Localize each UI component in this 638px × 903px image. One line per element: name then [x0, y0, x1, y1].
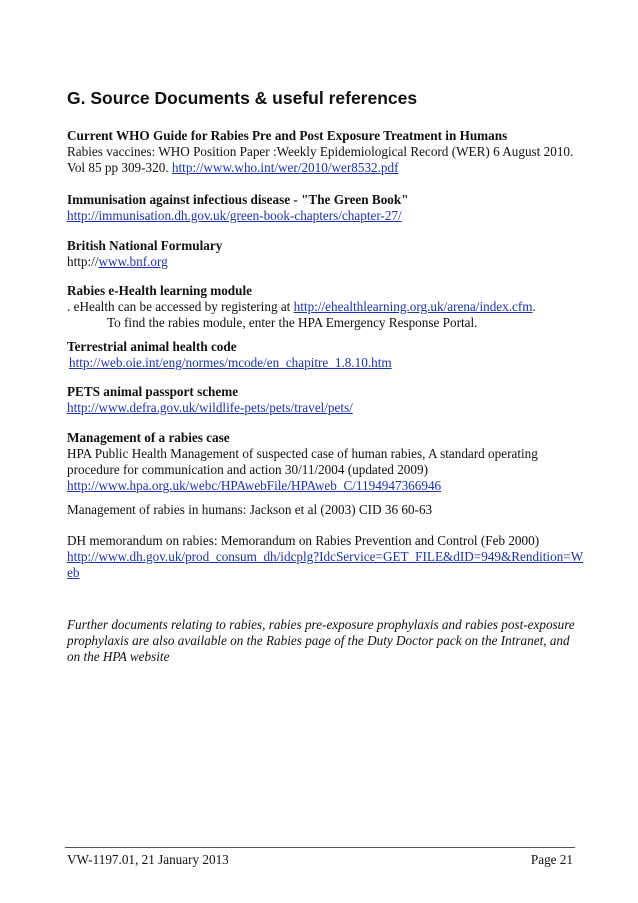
ref-who-link[interactable]: http://www.who.int/wer/2010/wer8532.pdf	[171, 160, 399, 175]
ref-bnf	[67, 238, 577, 270]
note-line3: on the HPA website	[67, 649, 170, 664]
ref-dh-link-line2[interactable]: eb	[67, 565, 80, 580]
note-line1: Further documents relating to rabies, rabies pre-exposure prophylaxis and rabies post-exposure	[67, 617, 575, 632]
ref-pets-title: PETS animal passport scheme	[67, 384, 239, 399]
ref-who	[67, 128, 577, 176]
ref-terrestrial	[67, 339, 577, 371]
ref-management-link[interactable]: http://www.hpa.org.uk/webc/HPAwebFile/HPAweb_C/1194947366946	[67, 478, 442, 493]
ref-terrestrial-link[interactable]: http://web.oie.int/eng/normes/mcode/en_chapitre_1.8.10.htm	[69, 355, 392, 370]
ref-who-title: Current WHO Guide for Rabies Pre and Post Exposure Treatment in Humans	[67, 128, 508, 143]
ref-ehealth-end: .	[532, 299, 536, 314]
further-documents-note	[67, 617, 577, 665]
ref-management	[67, 430, 577, 494]
ref-who-line2	[67, 160, 577, 176]
ref-ehealth-text: . eHealth can be accessed by registering at	[67, 299, 294, 314]
ref-management-line2: procedure for communication and action 30/11/2004 (updated 2009)	[67, 462, 428, 477]
ref-greenbook	[67, 192, 577, 224]
ref-dh-link-line1[interactable]: http://www.dh.gov.uk/prod_consum_dh/idcplg?IdcService=GET_FILE&dID=949&Rendition=W	[67, 549, 584, 564]
ref-jackson-text: Management of rabies in humans: Jackson et al (2003) CID 36 60-63	[67, 502, 433, 517]
ref-bnf-link[interactable]: www.bnf.org	[98, 254, 168, 269]
ref-ehealth	[67, 283, 577, 331]
ref-management-title: Management of a rabies case	[67, 430, 230, 445]
section-heading: G. Source Documents & useful references	[67, 88, 418, 108]
footer-document-id: VW-1197.01, 21 January 2013	[67, 852, 229, 867]
ref-pets-link[interactable]: http://www.defra.gov.uk/wildlife-pets/pets/travel/pets/	[67, 400, 353, 415]
ref-pets	[67, 384, 577, 416]
ref-bnf-title: British National Formulary	[67, 238, 223, 253]
ref-terrestrial-title: Terrestrial animal health code	[67, 339, 237, 354]
footer-divider	[65, 847, 575, 848]
ref-jackson	[67, 502, 577, 518]
ref-management-line1: HPA Public Health Management of suspected case of human rabies, A standard operating	[67, 446, 538, 461]
ref-dh	[67, 533, 584, 581]
footer-page-number: Page 21	[530, 852, 573, 867]
ref-greenbook-link[interactable]: http://immunisation.dh.gov.uk/green-book-chapters/chapter-27/	[67, 208, 402, 223]
ref-bnf-prefix: http://	[67, 254, 99, 269]
ref-who-line2-text: Vol 85 pp 309-320.	[67, 160, 172, 175]
ref-ehealth-link[interactable]: http://ehealthlearning.org.uk/arena/index.cfm	[293, 299, 533, 314]
note-line2: prophylaxis are also available on the Rabies page of the Duty Doctor pack on the Intranet, and	[67, 633, 570, 648]
ref-ehealth-title: Rabies e-Health learning module	[67, 283, 252, 298]
ref-ehealth-line2: To find the rabies module, enter the HPA Emergency Response Portal.	[107, 315, 478, 330]
ref-dh-text: DH memorandum on rabies: Memorandum on Rabies Prevention and Control (Feb 2000)	[67, 533, 540, 548]
ref-who-line1: Rabies vaccines: WHO Position Paper :Weekly Epidemiological Record (WER) 6 August 2010.	[67, 144, 574, 159]
ref-greenbook-title: Immunisation against infectious disease - "The Green Book"	[67, 192, 409, 207]
